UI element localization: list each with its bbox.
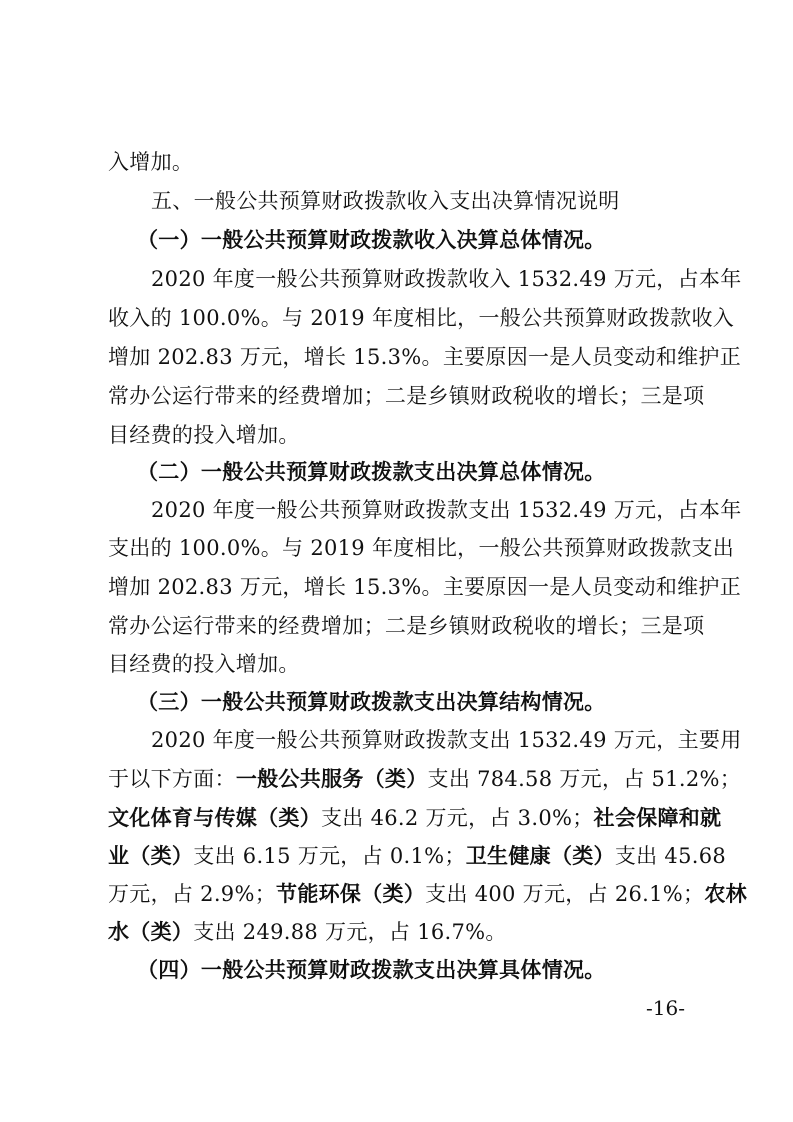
paragraph-line: 常办公运行带来的经费增加；二是乡镇财政税收的增长；三是项: [108, 384, 705, 408]
subsection-heading: （一）一般公共预算财政拨款收入决算总体情况。: [137, 227, 606, 252]
paragraph-line: [108, 805, 722, 830]
paragraph-line: [108, 920, 693, 944]
category-name: 业（类）: [108, 843, 194, 868]
text-run: 支出 46.2 万元，占 3.0%；: [321, 806, 594, 830]
text-run: 支出 784.58 万元，占 51.2%；: [427, 767, 742, 791]
text-run: 支出 400 万元，占 26.1%；: [425, 882, 705, 906]
text-run: 支出 45.68: [614, 844, 727, 868]
paragraph-line: [108, 766, 742, 791]
paragraph-line: 支出的 100.0%。与 2019 年度相比，一般公共预算财政拨款支出: [108, 536, 735, 560]
text-run: 于以下方面：: [108, 767, 236, 791]
category-name: 农林: [704, 881, 747, 906]
paragraph-line: 增加 202.83 万元，增长 15.3%。主要原因一是人员变动和维护正: [108, 575, 742, 599]
category-name: 节能环保（类）: [276, 881, 426, 906]
category-name: 卫生健康（类）: [465, 843, 615, 868]
subsection-heading: （二）一般公共预算财政拨款支出决算总体情况。: [137, 459, 606, 484]
paragraph-line: 目经费的投入增加。: [108, 652, 300, 676]
paragraph-line: [108, 843, 727, 868]
text-run: 万元，占 2.9%；: [108, 882, 277, 906]
paragraph-line: [108, 881, 747, 906]
text-run: 支出 249.88 万元，占 16.7%。: [193, 920, 507, 944]
subsection-heading: （四）一般公共预算财政拨款支出决算具体情况。: [137, 957, 606, 982]
paragraph-line: 入增加。: [108, 150, 194, 174]
subsection-heading: （三）一般公共预算财政拨款支出决算结构情况。: [137, 689, 606, 714]
category-name: 一般公共服务（类）: [235, 766, 428, 791]
paragraph-line: 常办公运行带来的经费增加；二是乡镇财政税收的增长；三是项: [108, 614, 705, 638]
paragraph-line: 2020 年度一般公共预算财政拨款支出 1532.49 万元，主要用: [151, 728, 742, 752]
paragraph-line: 目经费的投入增加。: [108, 423, 300, 447]
paragraph-line: 收入的 100.0%。与 2019 年度相比，一般公共预算财政拨款收入: [108, 306, 735, 330]
page-number: -16-: [646, 996, 685, 1020]
text-run: 支出 6.15 万元，占 0.1%；: [193, 844, 466, 868]
category-name: 社会保障和就: [593, 805, 722, 830]
paragraph-line: 2020 年度一般公共预算财政拨款支出 1532.49 万元，占本年: [151, 498, 742, 522]
section-heading: 五、一般公共预算财政拨款收入支出决算情况说明: [151, 189, 620, 213]
category-name: 文化体育与传媒（类）: [108, 805, 321, 830]
paragraph-line: 2020 年度一般公共预算财政拨款收入 1532.49 万元，占本年: [151, 267, 742, 291]
category-name: 水（类）: [108, 919, 194, 944]
paragraph-line: 增加 202.83 万元，增长 15.3%。主要原因一是人员变动和维护正: [108, 345, 742, 369]
